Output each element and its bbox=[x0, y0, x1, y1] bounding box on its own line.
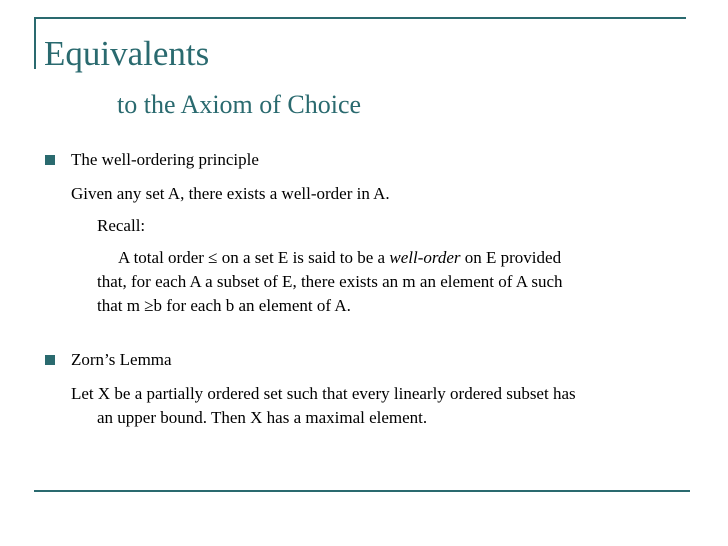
zorn-statement-line-1: Let X be a partially ordered set such that every linearly ordered subset has bbox=[71, 384, 576, 403]
definition-line-3: that m ≥b for each b an element of A. bbox=[97, 296, 351, 315]
bullet-heading-zorns-lemma: Zorn’s Lemma bbox=[71, 350, 172, 369]
top-divider bbox=[34, 17, 686, 19]
zorn-statement-line-2: an upper bound. Then X has a maximal element. bbox=[97, 408, 428, 427]
slide-title: Equivalents bbox=[44, 34, 210, 73]
well-ordering-statement: Given any set A, there exists a well-order in A. bbox=[71, 184, 390, 203]
definition-line-2: that, for each A a subset of E, there exists an m an element of A such bbox=[97, 272, 563, 291]
bottom-divider bbox=[34, 490, 690, 492]
definition-text: on E provided bbox=[460, 248, 562, 267]
definition-line-1 bbox=[118, 246, 561, 270]
slide-subtitle: to the Axiom of Choice bbox=[117, 90, 362, 119]
square-bullet-icon bbox=[45, 355, 55, 365]
recall-label: Recall: bbox=[97, 216, 146, 235]
definition-term: well-order bbox=[389, 248, 461, 267]
definition-text: A total order ≤ on a set E is said to be a bbox=[118, 248, 390, 267]
square-bullet-icon bbox=[45, 155, 55, 165]
left-divider bbox=[34, 17, 36, 69]
bullet-heading-well-ordering: The well-ordering principle bbox=[71, 150, 259, 169]
